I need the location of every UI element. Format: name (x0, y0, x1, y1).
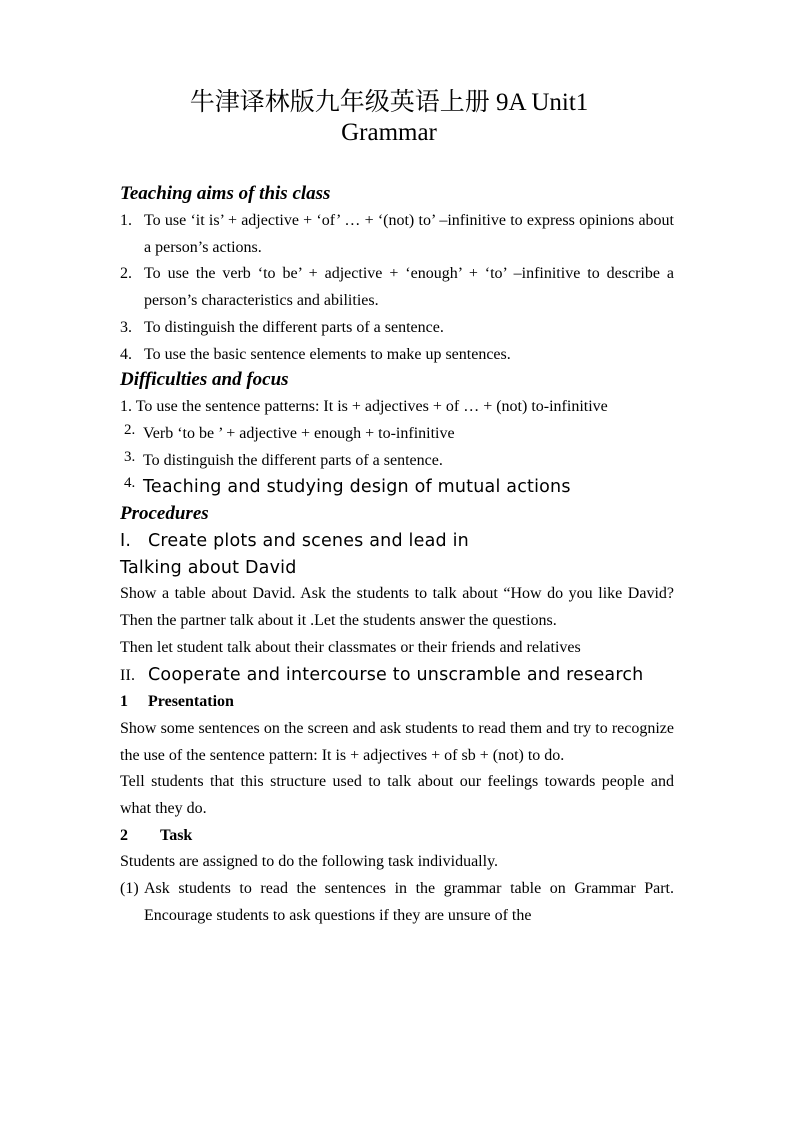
title-line-2: Grammar (341, 119, 437, 146)
difficulties-item-text: To distinguish the different parts of a sentence. (143, 451, 443, 469)
step-2-number: II. (120, 666, 136, 684)
difficulties-item (120, 474, 674, 502)
task-item-text: Ask students to read the sentences in the grammar table on Grammar Part. Encourage students to ask questions if they are unsure of the (144, 880, 674, 924)
difficulties-item (120, 448, 674, 475)
aims-list (120, 208, 674, 368)
task-item-number: (1) (120, 880, 139, 898)
presentation-heading (120, 689, 674, 716)
aims-item (120, 208, 674, 261)
difficulties-item-number: 3. (124, 448, 136, 465)
step-1-title: Create plots and scenes and lead in (148, 531, 469, 552)
task-item (120, 876, 674, 929)
title-line-1: 牛津译林版九年级英语上册 9A Unit1 (189, 89, 589, 116)
task-heading (120, 823, 674, 850)
difficulties-item-1: 1. To use the sentence patterns: It is + adjectives + of … + (not) to-infinitive (120, 398, 608, 416)
document-page (120, 88, 674, 930)
aims-item-number: 1. (120, 212, 132, 229)
difficulties-item (120, 421, 674, 448)
step-2-heading (120, 662, 674, 690)
difficulties-item-text: Teaching and studying design of mutual actions (143, 477, 571, 498)
aims-item-text: To use the verb ‘to be’ + adjective + ‘enough’ + ‘to’ –infinitive to describe a person’s characteristics and abilities. (144, 265, 674, 310)
aims-item (120, 342, 674, 369)
paragraph-assigned: Students are assigned to do the following task individually. (120, 853, 499, 871)
step-1-number: I. (120, 531, 132, 552)
procedures-heading: Procedures (120, 503, 209, 525)
difficulties-heading: Difficulties and focus (120, 369, 289, 391)
aims-item (120, 261, 674, 314)
aims-item (120, 315, 674, 342)
difficulties-item-number: 4. (124, 475, 136, 492)
paragraph-show-sentences: Show some sentences on the screen and ask students to read them and try to recognize the use of the sentence pattern: It is + adjectives + of sb + (not) to do. (120, 719, 674, 764)
step-1-heading (120, 528, 674, 555)
aims-heading: Teaching aims of this class (120, 183, 331, 204)
aims-item-number: 4. (120, 345, 132, 363)
presentation-number: 1 (120, 693, 128, 711)
step-2-title: Cooperate and intercourse to unscramble and research (148, 664, 644, 685)
presentation-title: Presentation (148, 693, 234, 711)
aims-item-text: To use the basic sentence elements to make up sentences. (144, 345, 511, 363)
task-number: 2 (120, 826, 128, 844)
aims-item-text: To distinguish the different parts of a sentence. (144, 318, 444, 336)
aims-item-number: 3. (120, 318, 132, 336)
difficulties-item-text: Verb ‘to be ’ + adjective + enough + to-infinitive (143, 424, 455, 442)
paragraph-show-table: Show a table about David. Ask the students to talk about “How do you like David? Then the partner talk about it .Let the students answer the questions. (120, 585, 674, 630)
difficulties-item-number: 2. (124, 421, 136, 438)
paragraph-classmates: Then let student talk about their classmates or their friends and relatives (120, 638, 581, 656)
task-title: Task (160, 826, 193, 844)
talking-about-david: Talking about David (120, 557, 297, 578)
paragraph-tell-students: Tell students that this structure used to talk about our feelings towards people and what they do. (120, 773, 674, 818)
aims-item-text: To use ‘it is’ + adjective + ‘of’ … + ‘(not) to’ –infinitive to express opinions about a person’s actions. (144, 212, 674, 256)
aims-item-number: 2. (120, 265, 132, 283)
document-title (104, 88, 674, 148)
